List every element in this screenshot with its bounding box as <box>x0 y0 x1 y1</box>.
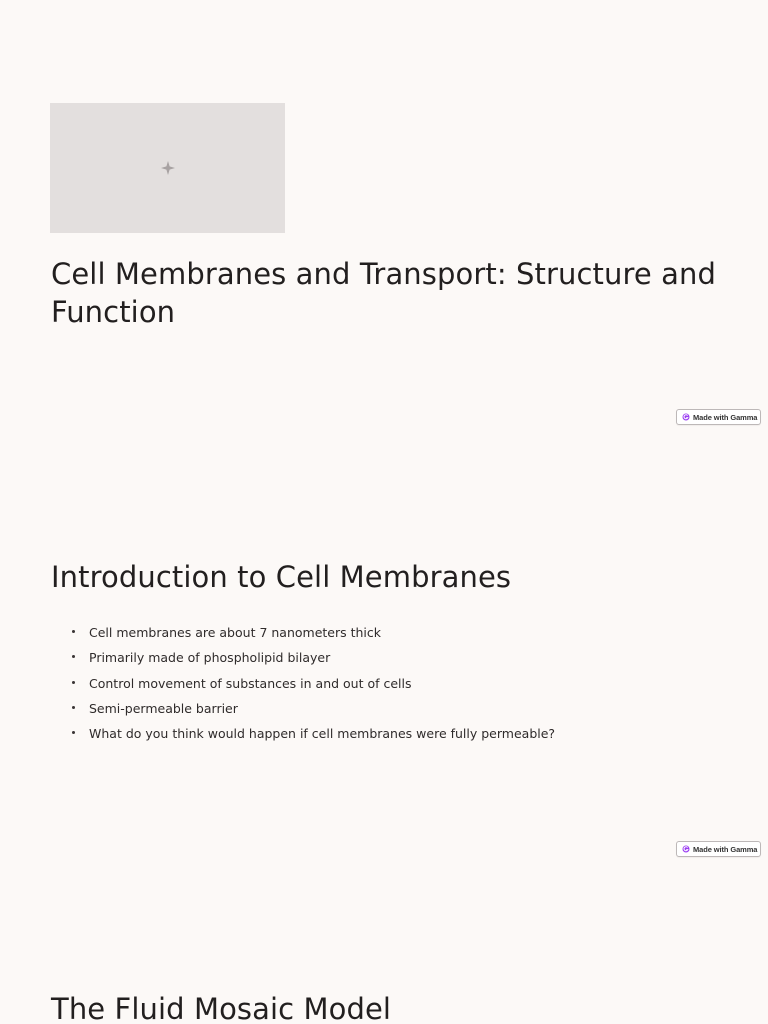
list-item <box>70 645 555 670</box>
bullet-list <box>70 620 555 746</box>
list-item-text: Semi-permeable barrier <box>89 700 238 716</box>
slide-title: The Fluid Mosaic Model <box>51 992 392 1024</box>
badge-label: Made with Gamma <box>693 412 758 422</box>
slide-title: Cell Membranes and Transport: Structure and Function <box>51 257 717 329</box>
list-item-text: Primarily made of phospholipid bilayer <box>89 650 331 666</box>
image-placeholder[interactable] <box>50 103 285 233</box>
list-item <box>70 696 555 721</box>
bullet-dot <box>72 731 75 734</box>
sparkle-icon <box>161 161 175 175</box>
slide-title: Introduction to Cell Membranes <box>51 560 512 594</box>
gamma-logo-icon <box>682 845 690 853</box>
list-item-text: What do you think would happen if cell membranes were fully permeable? <box>89 726 556 742</box>
list-item-text: Control movement of substances in and out of cells <box>89 675 412 691</box>
list-item <box>70 721 555 746</box>
gamma-logo-icon <box>682 413 690 421</box>
bullet-dot <box>72 655 75 658</box>
badge-label: Made with Gamma <box>693 844 758 854</box>
made-with-gamma-badge[interactable] <box>676 409 761 425</box>
bullet-dot <box>72 630 75 633</box>
list-item <box>70 671 555 696</box>
list-item <box>70 620 555 645</box>
list-item-text: Cell membranes are about 7 nanometers thick <box>89 625 382 640</box>
bullet-dot <box>72 681 75 684</box>
bullet-dot <box>72 706 75 709</box>
made-with-gamma-badge[interactable] <box>676 841 761 857</box>
